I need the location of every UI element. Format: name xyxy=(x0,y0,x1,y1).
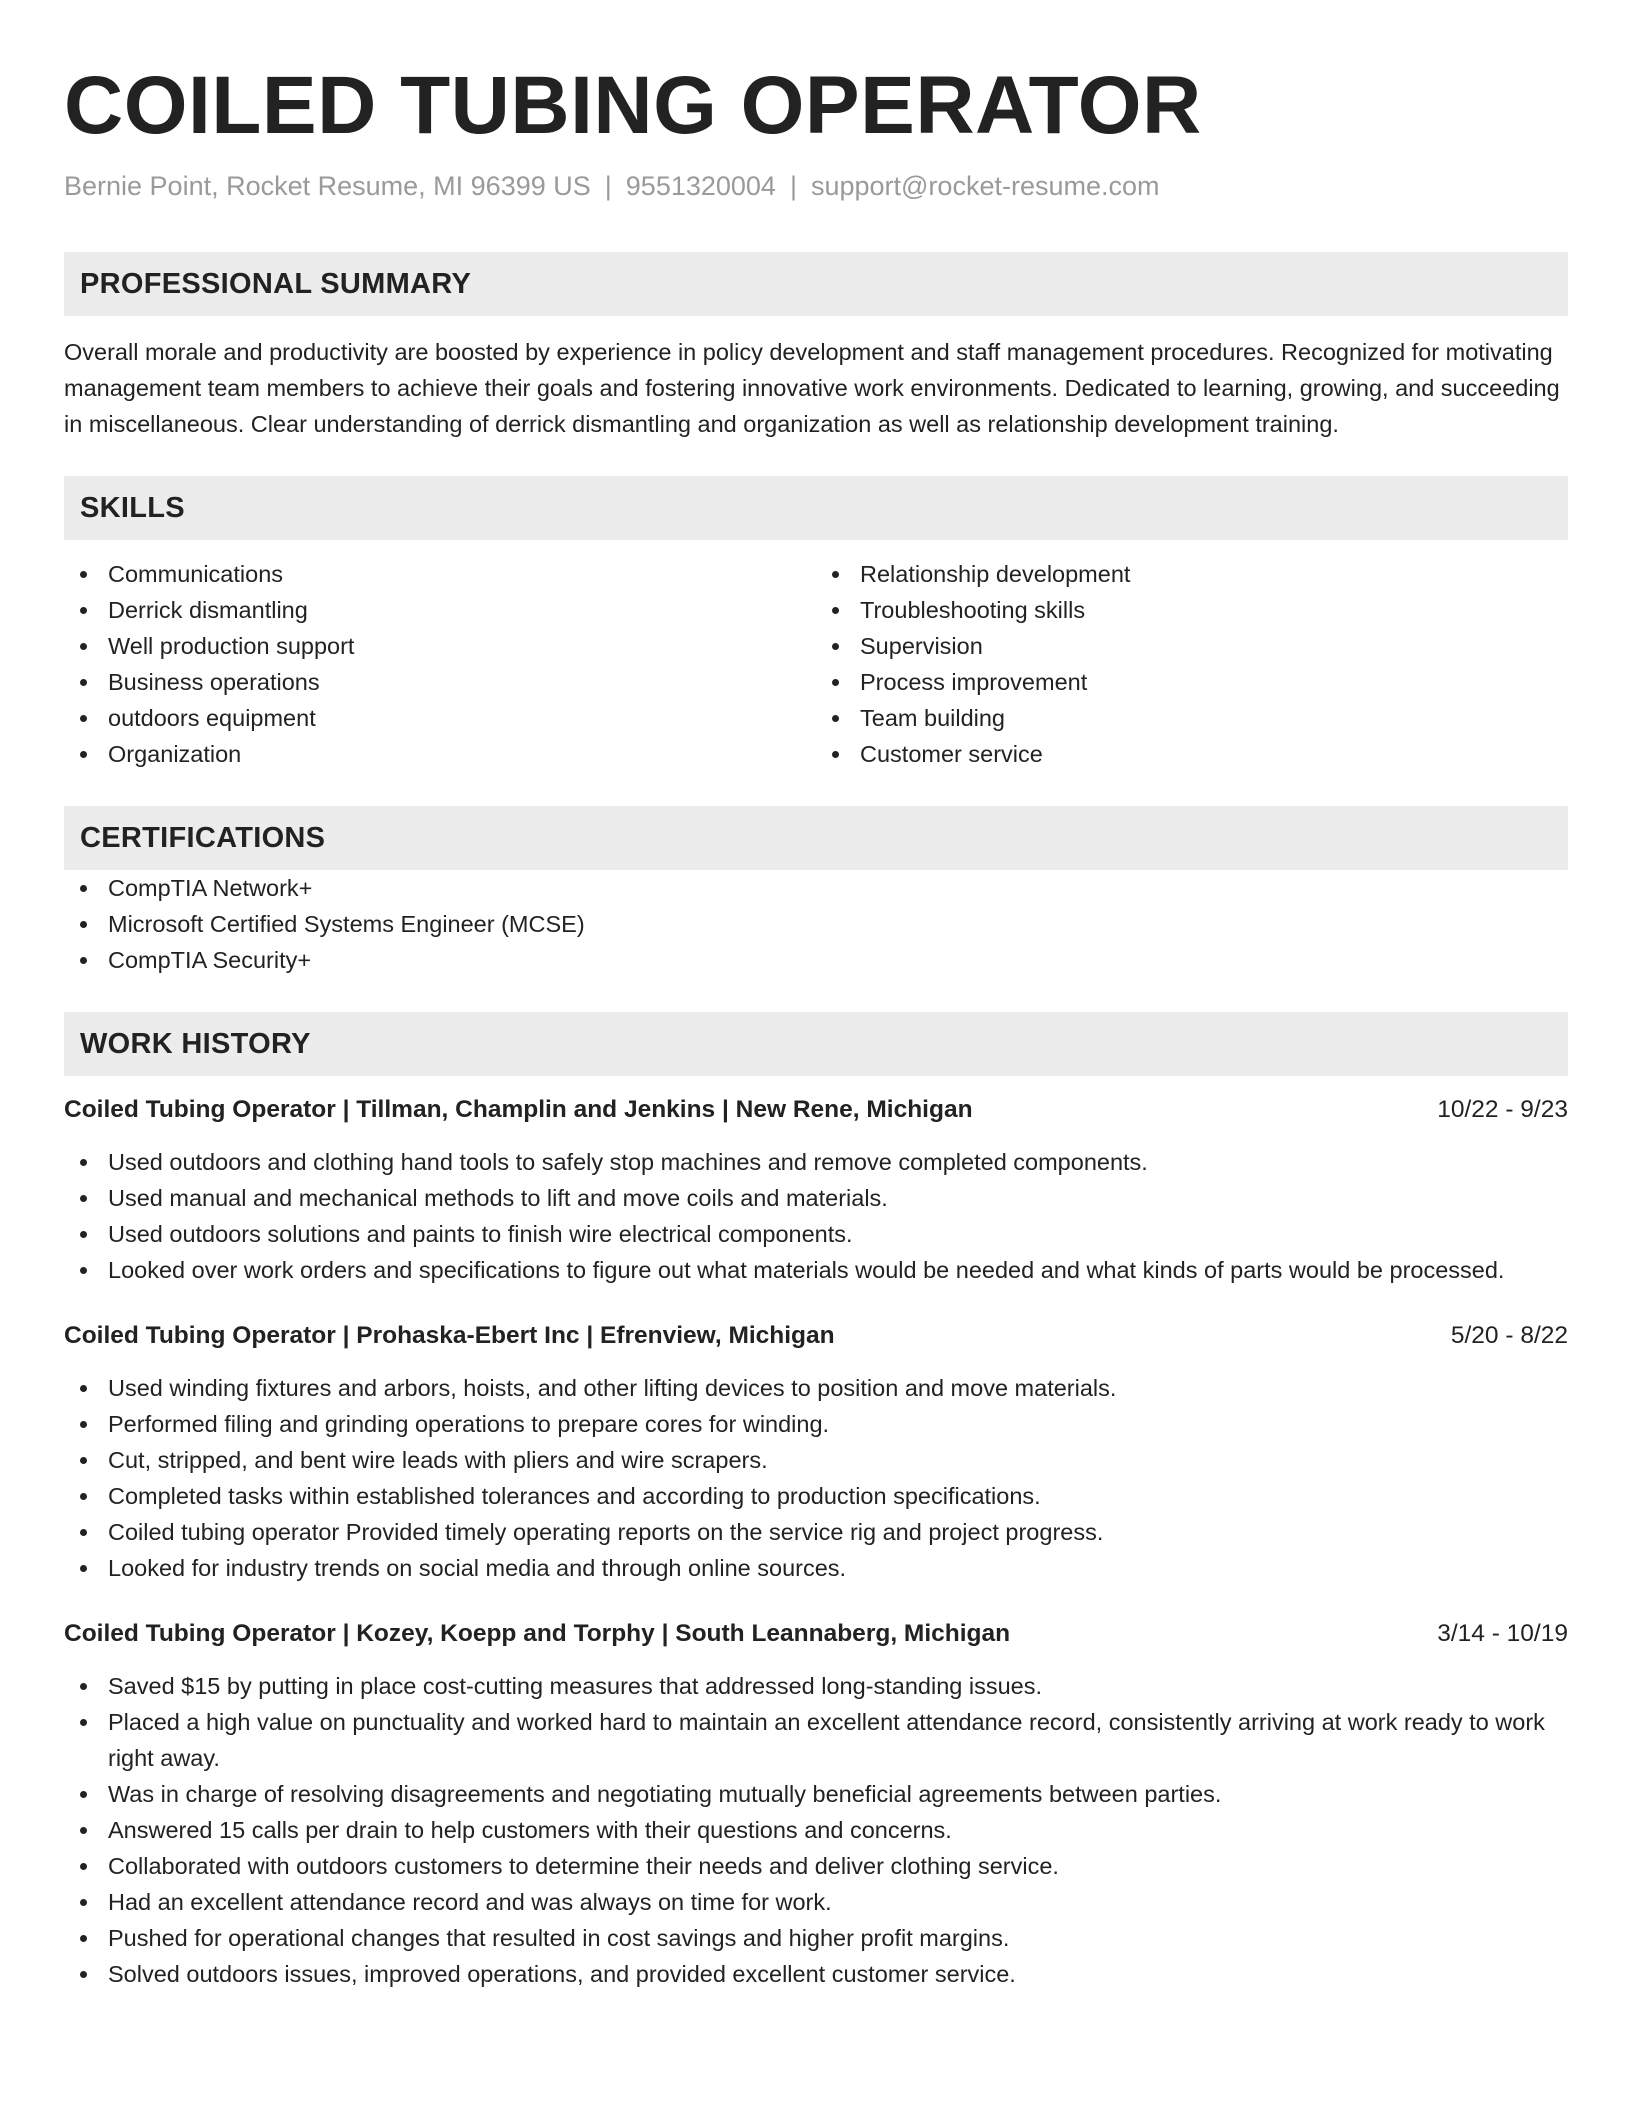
job-bullets xyxy=(64,1144,1568,1288)
resume-title: COILED TUBING OPERATOR xyxy=(64,60,1202,151)
skill-item: Troubleshooting skills xyxy=(816,592,1568,628)
skill-item: Organization xyxy=(64,736,816,772)
job-bullet: Was in charge of resolving disagreements and negotiating mutually beneficial agreements between parties. xyxy=(64,1776,1568,1812)
job-header xyxy=(64,1318,1568,1354)
certification-item: Microsoft Certified Systems Engineer (MCSE) xyxy=(64,906,1568,942)
contact-separator: | xyxy=(789,171,797,201)
job-bullet: Looked over work orders and specifications to figure out what materials would be needed and what kinds of parts would be processed. xyxy=(64,1252,1568,1288)
job-bullet: Used manual and mechanical methods to lift and move coils and materials. xyxy=(64,1180,1568,1216)
job-bullet: Cut, stripped, and bent wire leads with pliers and wire scrapers. xyxy=(64,1442,1568,1478)
job-bullet: Saved $15 by putting in place cost-cutting measures that addressed long-standing issues. xyxy=(64,1668,1568,1704)
job-entry xyxy=(64,1092,1568,1288)
contact-email: support@rocket-resume.com xyxy=(810,171,1160,201)
job-bullet: Performed filing and grinding operations to prepare cores for winding. xyxy=(64,1406,1568,1442)
job-bullet: Completed tasks within established tolerances and according to production specifications. xyxy=(64,1478,1568,1514)
certification-item: CompTIA Network+ xyxy=(64,870,1568,906)
skill-item: Business operations xyxy=(64,664,816,700)
job-title: Coiled Tubing Operator | Tillman, Champlin and Jenkins | New Rene, Michigan xyxy=(64,1096,973,1123)
skills-column-right xyxy=(816,556,1568,772)
job-header xyxy=(64,1616,1568,1652)
skill-item: Customer service xyxy=(816,736,1568,772)
job-bullet: Coiled tubing operator Provided timely operating reports on the service rig and project progress. xyxy=(64,1514,1568,1550)
contact-phone: 9551320004 xyxy=(625,171,776,201)
job-entry xyxy=(64,1318,1568,1586)
job-bullets xyxy=(64,1668,1568,1992)
skill-item: Derrick dismantling xyxy=(64,592,816,628)
section-heading-work-history: WORK HISTORY xyxy=(64,1012,1568,1076)
skills-grid xyxy=(64,556,1568,772)
contact-line xyxy=(64,170,1568,202)
summary-text: Overall morale and productivity are boosted by experience in policy development and staff management procedures. Recognized for motivating management team members to achieve their goals and fostering innovative work environments. Dedicated to learning, growing, and succeeding in miscellaneous. Clear understanding of derrick dismantling and organization as well as relationship development training. xyxy=(64,339,1560,437)
skill-item: Team building xyxy=(816,700,1568,736)
job-bullets xyxy=(64,1370,1568,1586)
skill-item: Relationship development xyxy=(816,556,1568,592)
job-dates: 3/14 - 10/19 xyxy=(1437,1620,1568,1647)
section-heading-summary: PROFESSIONAL SUMMARY xyxy=(64,252,1568,316)
job-entry xyxy=(64,1616,1568,1992)
job-bullet: Used outdoors solutions and paints to finish wire electrical components. xyxy=(64,1216,1568,1252)
section-heading-certifications: CERTIFICATIONS xyxy=(64,806,1568,870)
contact-separator: | xyxy=(604,171,612,201)
job-bullet: Used winding fixtures and arbors, hoists, and other lifting devices to position and move materials. xyxy=(64,1370,1568,1406)
certification-item: CompTIA Security+ xyxy=(64,942,1568,978)
skill-item: Process improvement xyxy=(816,664,1568,700)
certifications-list xyxy=(64,870,1568,978)
job-bullet: Placed a high value on punctuality and worked hard to maintain an excellent attendance record, consistently arriving at work ready to work right away. xyxy=(64,1704,1568,1776)
skills-column-left xyxy=(64,556,816,772)
job-bullet: Pushed for operational changes that resulted in cost savings and higher profit margins. xyxy=(64,1920,1568,1956)
section-heading-skills: SKILLS xyxy=(64,476,1568,540)
job-dates: 10/22 - 9/23 xyxy=(1437,1096,1568,1123)
skill-item: Communications xyxy=(64,556,816,592)
contact-address: Bernie Point, Rocket Resume, MI 96399 US xyxy=(64,171,591,201)
skill-item: Well production support xyxy=(64,628,816,664)
job-bullet: Looked for industry trends on social media and through online sources. xyxy=(64,1550,1568,1586)
skill-item: outdoors equipment xyxy=(64,700,816,736)
job-dates: 5/20 - 8/22 xyxy=(1450,1322,1568,1349)
job-title: Coiled Tubing Operator | Kozey, Koepp and Torphy | South Leannaberg, Michigan xyxy=(64,1620,1011,1647)
job-title: Coiled Tubing Operator | Prohaska-Ebert Inc | Efrenview, Michigan xyxy=(64,1322,835,1349)
job-bullet: Answered 15 calls per drain to help customers with their questions and concerns. xyxy=(64,1812,1568,1848)
job-bullet: Had an excellent attendance record and was always on time for work. xyxy=(64,1884,1568,1920)
skill-item: Supervision xyxy=(816,628,1568,664)
job-bullet: Collaborated with outdoors customers to determine their needs and deliver clothing service. xyxy=(64,1848,1568,1884)
job-bullet: Used outdoors and clothing hand tools to safely stop machines and remove completed components. xyxy=(64,1144,1568,1180)
job-bullet: Solved outdoors issues, improved operations, and provided excellent customer service. xyxy=(64,1956,1568,1992)
job-header xyxy=(64,1092,1568,1128)
